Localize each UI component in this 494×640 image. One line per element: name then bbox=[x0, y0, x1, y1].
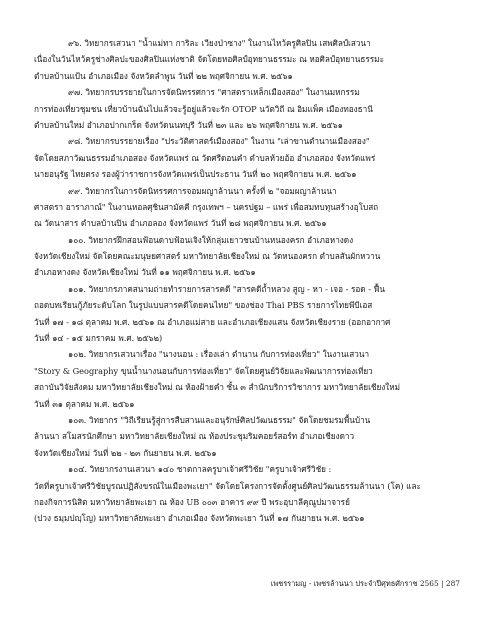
text-line: อำเภอหางดง จังหวัดเชียงใหม่ วันที่ ๑๑ พฤศจิกายน พ.ศ. ๒๕๖๑ bbox=[34, 267, 256, 278]
text-line: จังหวัดเชียงใหม่ จัดโดยคณะมนุษยศาสตร์ มหาวิทยาลัยเชียงใหม่ ณ วัดหนองครก ตำบลสันผักหวาน bbox=[34, 251, 381, 262]
list-item bbox=[34, 35, 460, 84]
text-line: นายอนุรัฐ ไทยตรง รองผู้ว่าราชการจังหวัดแพร่เป็นประธาน วันที่ ๒๐ พฤศจิกายน พ.ศ. ๒๕๖๑ bbox=[34, 169, 357, 180]
text-line: ๙๖. วิทยากรเสวนา "น้ำแม่ทา การิละ เวียงป่าซาง" ในงานไหว้ครูศิลปิน เสพศิลป์เสวนา bbox=[68, 38, 371, 48]
text-line: ณ วัดนาสาร ตำบลบ้านปิน อำเภอลอง จังหวัดแพร่ วันที่ ๒๘ พฤศจิกายน พ.ศ. ๒๕๖๑ bbox=[34, 218, 327, 229]
text-line: จัดโดยสภาวัฒนธรรมอำเภอสอง จังหวัดแพร่ ณ วัดศรีดอนคำ ตำบลห้วยอ้อ อำเภอสอง จังหวัดแพร่ bbox=[34, 152, 376, 163]
list-item bbox=[34, 346, 460, 412]
text-line: ศาสตรา อาราภาณ์" ในงานหอลศุชินสามัคคี กรุงเทพฯ – นครปฐม – แพร่ เพื่อสมทบทุนสร้างอุโบสถ bbox=[34, 201, 379, 212]
text-line: ๙๗. วิทยากรบรรยายในการจัดนิทรรศการ "ศาสตราเหล็กเมืองสอง" ในงานมหกรรม bbox=[68, 87, 360, 98]
list-item bbox=[34, 461, 460, 527]
text-line: ล้านนา สโมสรนักศึกษา มหาวิทยาลัยเชียงใหม่ ณ ห้องประชุมริมคอยร์สอร์ท อำเภอเชียงดาว bbox=[34, 431, 355, 442]
page-number: 287 bbox=[445, 579, 460, 588]
text-line: ตำบลบ้านแป้น อำเภอเมือง จังหวัดลำพูน วันที่ ๒๒ พฤศจิกายน พ.ศ. ๒๕๖๑ bbox=[34, 70, 293, 81]
text-line: ตำบลบ้านใหม่ อำเภอปากเกร็ด จังหวัดนนทบุรี วันที่ ๒๓ และ ๒๖ พฤศจิกายน พ.ศ. ๒๕๖๑ bbox=[34, 119, 343, 130]
text-line: ๑๐๓. วิทยากร "วิถีเรียนรู้สู่การสืบสานและอนุรักษ์ศิลปวัฒนธรรม" จัดโดยชมรมพื้นบ้าน bbox=[68, 414, 371, 425]
text-line: ๑๐๒. วิทยากรเสวนาเรื่อง "นางนอน : เรื่องเล่า ตำนาน กับการท่องเที่ยว" ในงานเสวนา bbox=[68, 349, 370, 360]
text-line: สถาบันวิจัยสังคม มหาวิทยาลัยเชียงใหม่ ณ ห้องฝ้ายคำ ชั้น ๓ สำนักบริการวิชาการ มหาวิทยาลัยเชียงใหม่ bbox=[34, 382, 401, 393]
text-line: "Story & Geography ขุนน้ำนางนอนกับการท่องเที่ยว" จัดโดยศูนย์วิจัยและพัฒนาการท่องเที่ยว bbox=[34, 365, 373, 376]
body-text bbox=[34, 35, 460, 527]
text-line: ๙๘. วิทยากรบรรยายเรื่อง "ประวัติศาสตร์เมืองสอง" ในงาน "เล่าขานตำนานเมืองสอง" bbox=[68, 136, 370, 147]
list-item bbox=[34, 232, 460, 281]
text-line: (ปวง ธมฺมปญฺโญ) มหาวิทยาลัยพะเยา อำเภอเมือง จังหวัดพะเยา วันที่ ๑๗ กันยายน พ.ศ. ๒๕๖๑ bbox=[34, 513, 365, 524]
text-line: วัดที่ครูบาเจ้าศรีวิชัยบูรณปฏิสังขรณ์ในเมืองพะเยา" จัดโดยโครงการจัดตั้งศูนย์ศิลปวัฒนธรรมล้านนา (โค) และ bbox=[34, 480, 421, 491]
text-line: ๑๐๐. วิทยากรฝึกสอนฟ้อนดาบฟ้อนเจิงให้กลุ่มเยาวชนบ้านหนองครก อำเภอหางดง bbox=[68, 234, 354, 245]
text-line: วันที่ ๑๗ - ๑๘ ตุลาคม พ.ศ. ๒๕๖๑ ณ อำเภอแม่สาย และอำเภอเชียงแสน จังหวัดเชียงราย (ออกอากาศ bbox=[34, 316, 391, 327]
text-line: ๙๙. วิทยากรในการจัดนิทรรศการจอมผญาล้านนา ครั้งที่ ๒ "จอมผญาล้านนา bbox=[68, 185, 337, 196]
footer-separator: | bbox=[441, 579, 444, 588]
text-line: วันที่ ๓๑ ตุลาคม พ.ศ. ๒๕๖๑ bbox=[34, 398, 135, 409]
text-line: เนื่องในวันไหว้ครูช่างศิลปะของศิลปินแห่งชาติ จัดโดยหอศิลป์อุทยานธรรมะ ณ หอศิลป์อุทยานธรรมะ bbox=[34, 54, 384, 65]
list-item bbox=[34, 281, 460, 347]
text-line: กองกิจการนิสิต มหาวิทยาลัยพะเยา ณ ห้อง UB ๐๐๓ อาคาร ๙๙ ปี พระอุบาลีคุณูปมาจารย์ bbox=[34, 496, 350, 507]
text-line: ๑๐๔. วิทยากรงานเสวนา ๑๔๐ ชาตกาลครูบาเจ้าศรีวิชัย "ครูบาเจ้าศรีวิชัย : bbox=[68, 464, 332, 475]
text-line: วันที่ ๑๔ - ๑๕ มกราคม พ.ศ. ๒๕๖๒) bbox=[34, 333, 163, 344]
footer-journal-title: เพชรรามญ - เพชรล้านนา ประจำปีศุทธศักราช 2565 bbox=[270, 579, 439, 588]
list-item bbox=[34, 84, 460, 133]
text-line: จังหวัดเชียงใหม่ วันที่ ๒๒ - ๒๓ กันยายน พ.ศ. ๒๕๖๑ bbox=[34, 447, 217, 458]
text-line: ๑๐๑. วิทยากรภาคสนามถ่ายทำรายการสารคดี "สารคดีถ้ำหลวง สูญ - หา - เจอ - รอด - ฟื้น bbox=[68, 283, 385, 294]
list-item bbox=[34, 133, 460, 182]
text-line: ถอดบทเรียนกู้ภัยระดับโลก ในรูปแบบสารคดีโดยคนไทย" ของช่อง Thai PBS รายการไทยพีบีเอส bbox=[34, 300, 373, 311]
list-item bbox=[34, 183, 460, 232]
text-line: การท่องเที่ยวชุมชน เที่ยวบ้านฉันไปแล้วจะรู้อยู่แล้วจะรัก OTOP นวัตวิถี ณ อิมแพ็ค เมืองทองธานี bbox=[34, 103, 373, 114]
list-item bbox=[34, 412, 460, 461]
page-footer bbox=[271, 579, 460, 589]
